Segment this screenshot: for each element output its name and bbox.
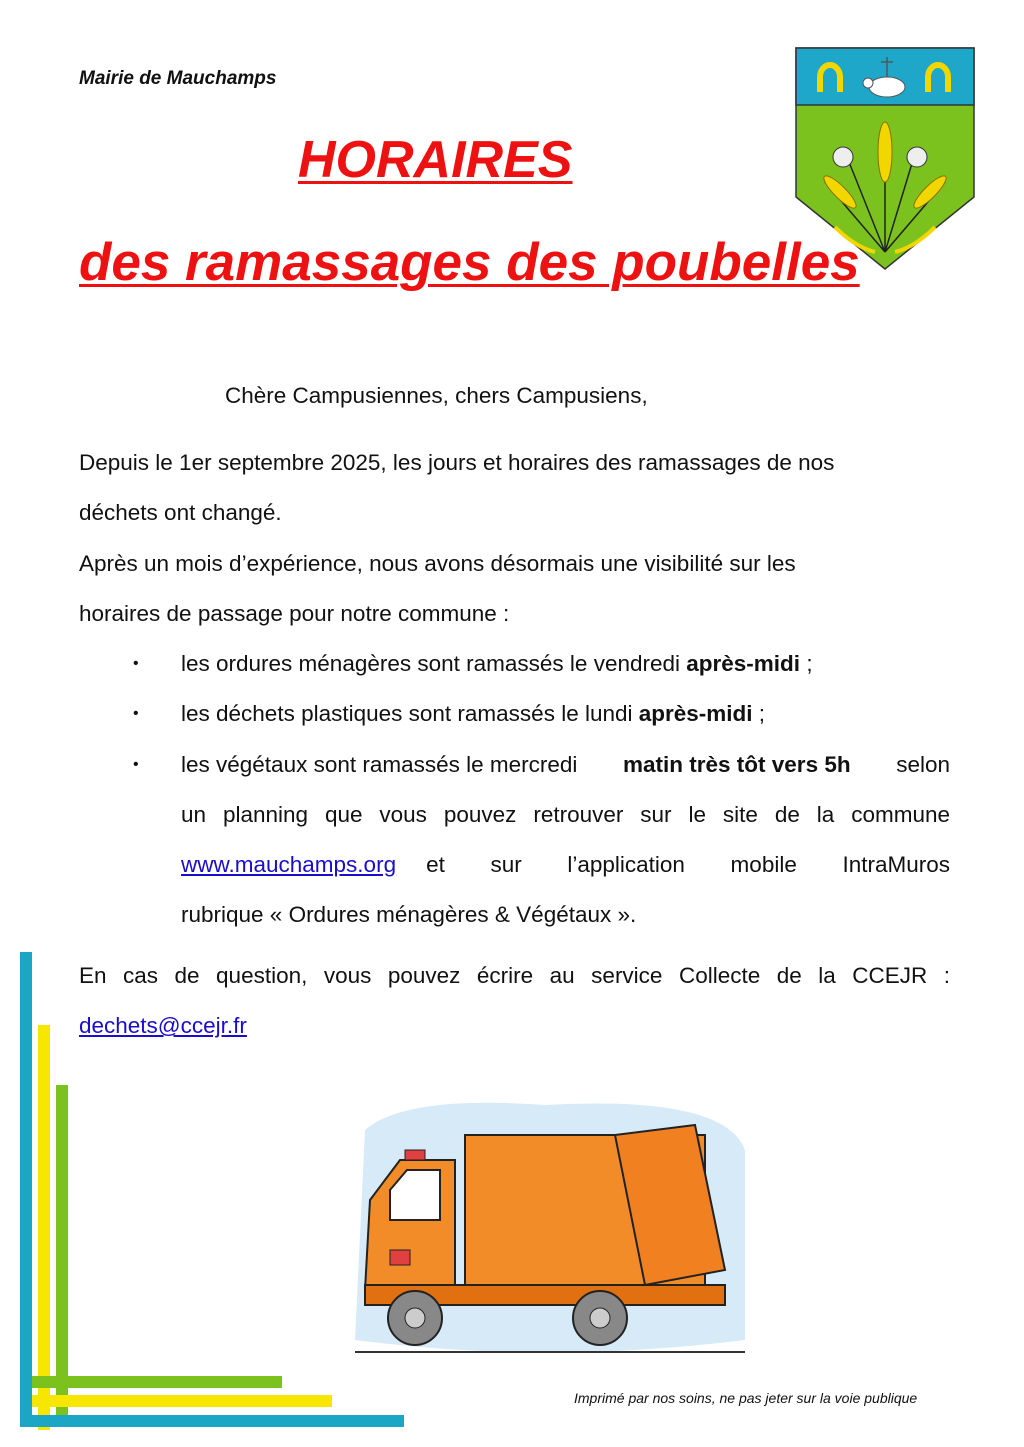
list-item (133, 740, 950, 941)
coat-of-arms-image (795, 47, 975, 272)
intro-line: horaires de passage pour notre commune : (79, 600, 510, 626)
item-text: les ordures ménagères sont ramassés le vendredi (181, 651, 687, 676)
decor-bar-blue-vertical (20, 952, 32, 1427)
list-item (133, 689, 950, 739)
decor-bar-yellow-horizontal (32, 1395, 332, 1407)
decor-bar-green-vertical (56, 1085, 68, 1415)
intro-line: déchets ont changé. (79, 500, 282, 526)
schedule-list (133, 639, 950, 941)
item-emphasis: matin très tôt vers 5h (623, 751, 851, 777)
decor-bar-blue-horizontal (20, 1415, 404, 1427)
title-line-1: HORAIRES (298, 131, 573, 189)
item-text: et sur l’application mobile IntraMuros (426, 852, 950, 878)
organization-name: Mairie de Mauchamps (79, 68, 277, 89)
item-line: un planning que vous pouvez retrouver sur le site de la commune (181, 801, 950, 827)
item-line: rubrique « Ordures ménagères & Végétaux ». (181, 902, 637, 928)
item-line (181, 840, 950, 890)
decor-bar-green-horizontal (32, 1376, 282, 1388)
decor-bar-yellow-vertical (38, 1025, 50, 1430)
item-line (181, 740, 950, 790)
item-end: ; (800, 651, 813, 676)
intro-line: Après un mois d’expérience, nous avons désormais une visibilité sur les (79, 550, 796, 576)
item-end: selon (896, 751, 950, 777)
greeting: Chère Campusiennes, chers Campusiens, (225, 383, 648, 408)
item-text: les déchets plastiques sont ramassés le lundi (181, 701, 639, 727)
contact-paragraph (79, 951, 950, 1052)
intro-line: Depuis le 1er septembre 2025, les jours et horaires des ramassages de nos (79, 450, 835, 475)
list-item (133, 639, 950, 689)
item-end: ; (752, 701, 766, 727)
title-line-2: des ramassages des poubelles (79, 233, 860, 292)
footer-note: Imprimé par nos soins, ne pas jeter sur la voie publique (574, 1390, 918, 1406)
item-emphasis: après-midi (638, 701, 753, 727)
website-link[interactable]: www.mauchamps.org (181, 852, 397, 878)
item-text: • les végétaux sont ramassés le mercredi (181, 751, 578, 777)
item-emphasis: après-midi (686, 651, 801, 676)
email-link[interactable]: dechets@ccejr.fr (79, 1013, 247, 1039)
intro-paragraph (79, 438, 950, 639)
contact-text: En cas de question, vous pouvez écrire au service Collecte de la CCEJR : (79, 963, 950, 988)
garbage-truck-illustration (345, 1090, 750, 1370)
